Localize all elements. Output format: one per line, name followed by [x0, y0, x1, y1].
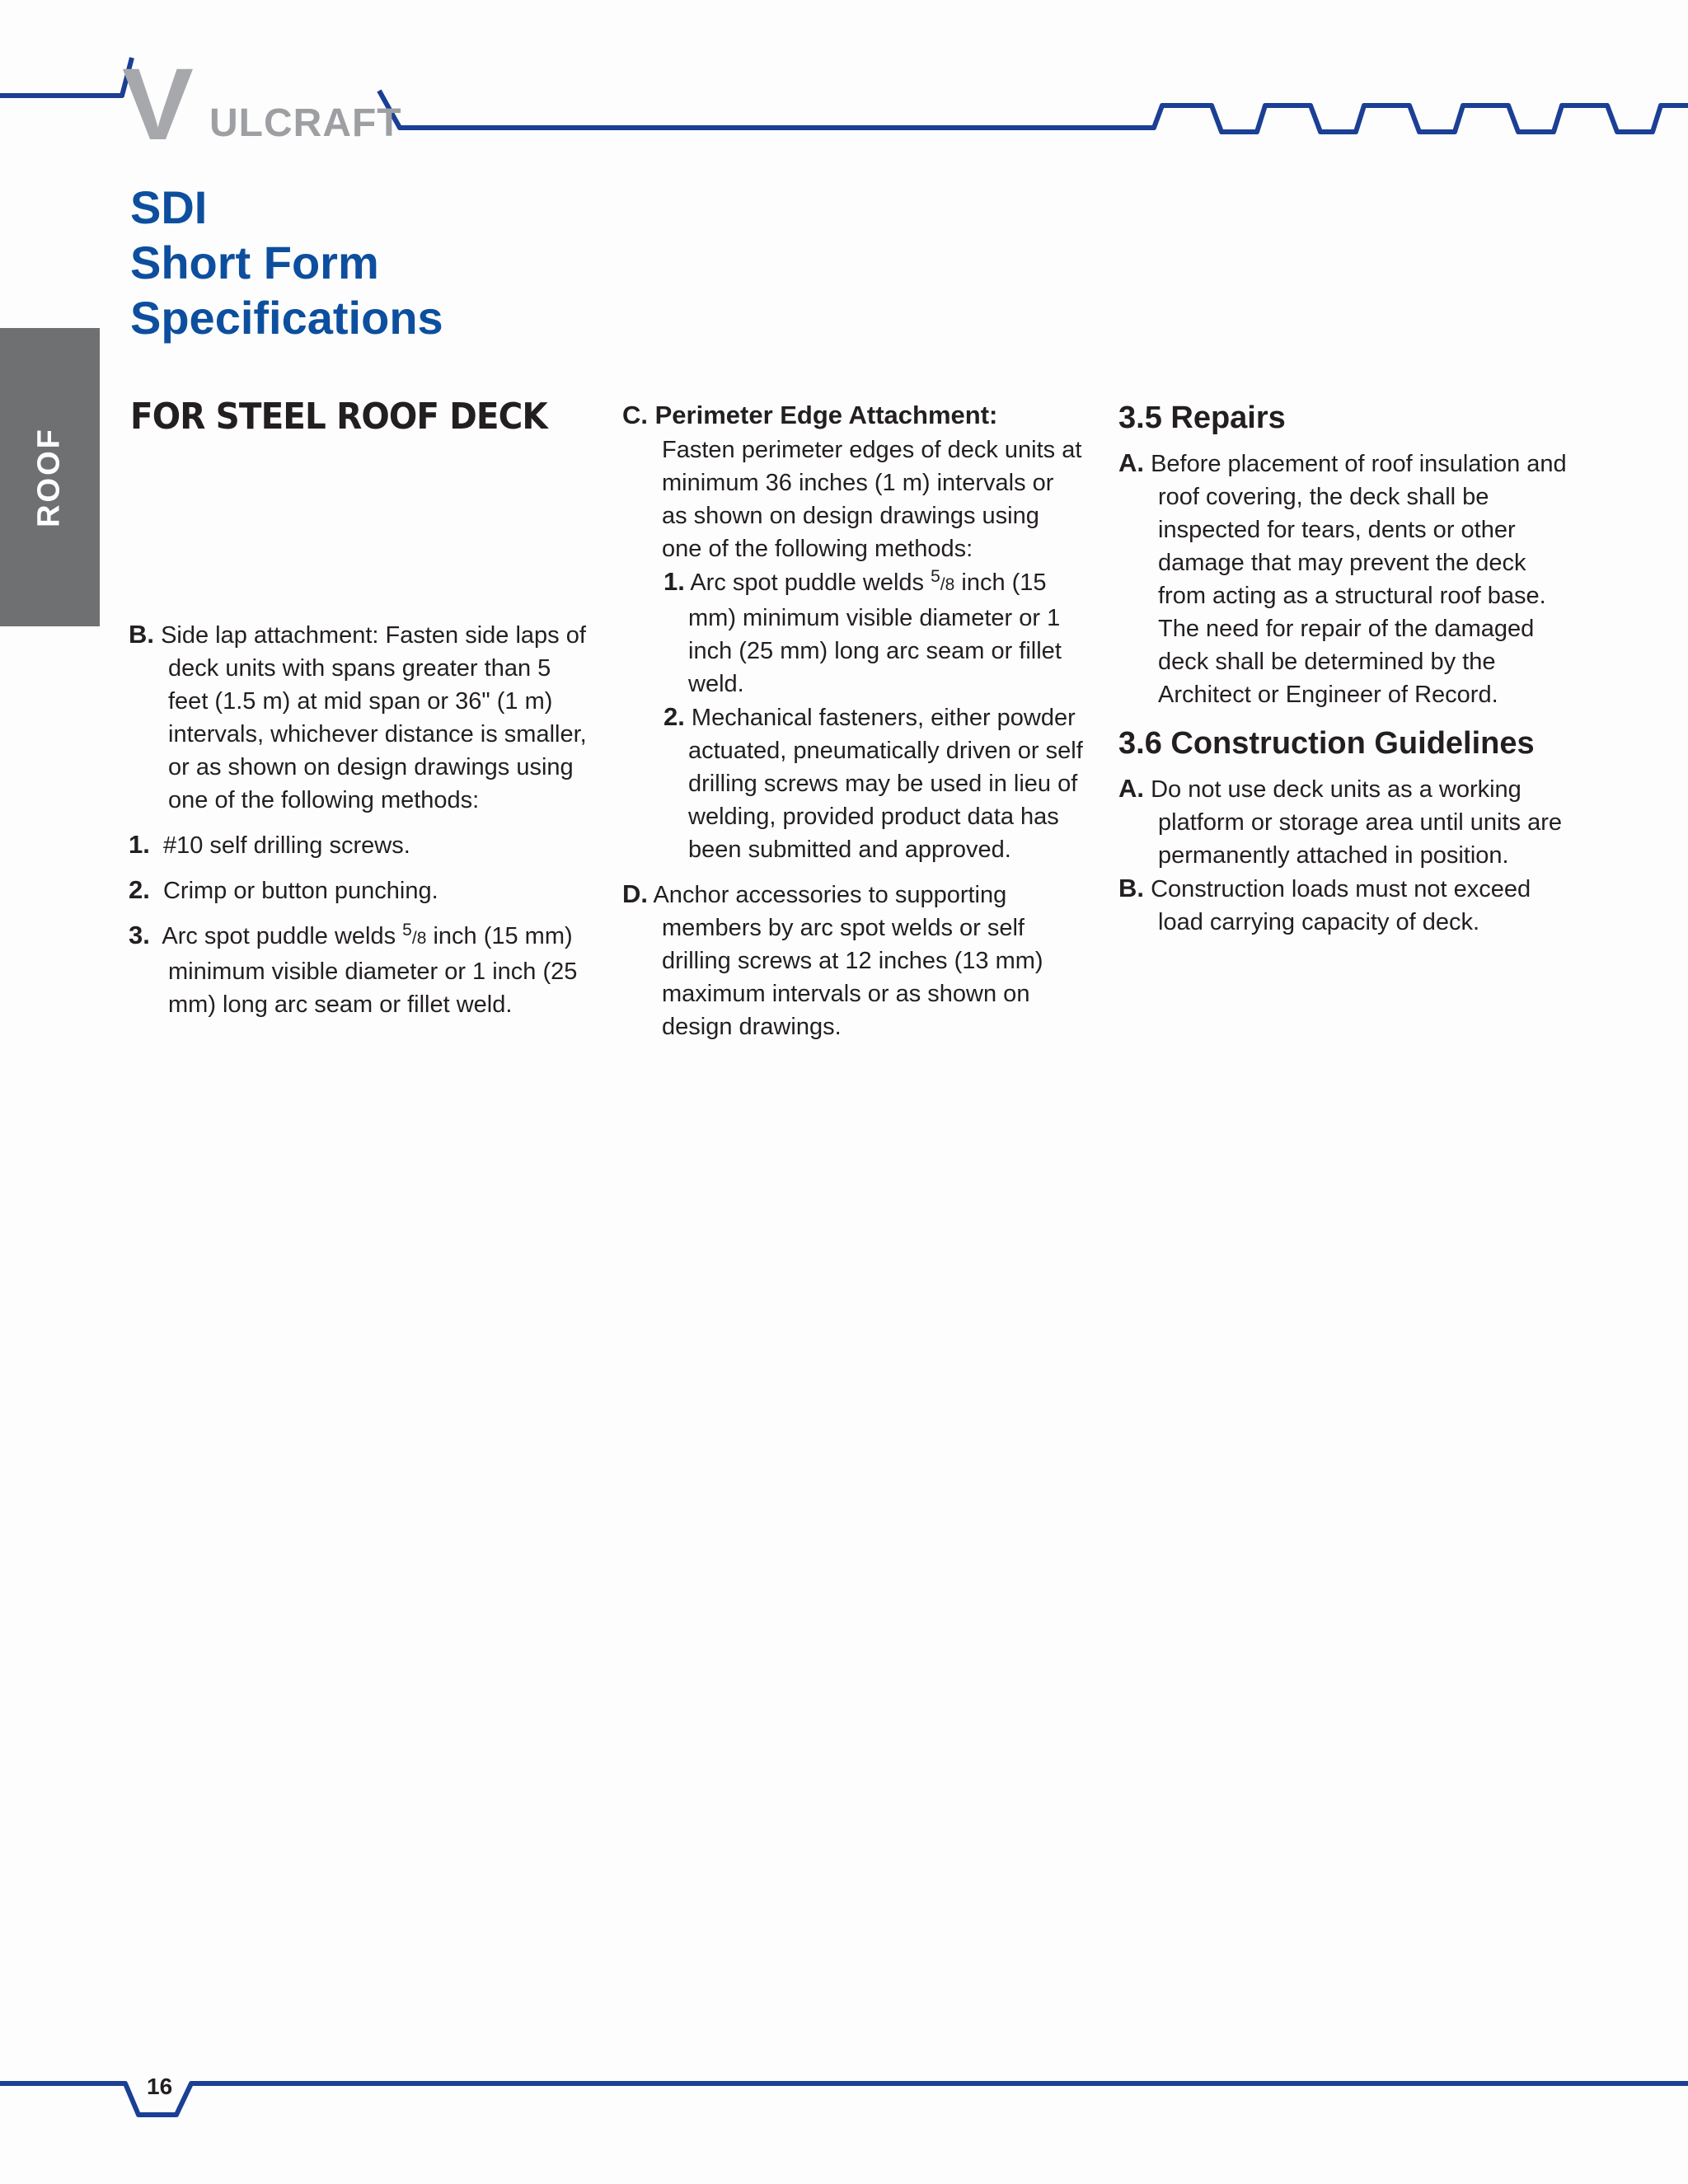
c-item-1-pre: Arc spot puddle welds	[690, 569, 925, 596]
title-line-3: Specifications	[130, 292, 443, 344]
c-item-1-frac-num: 5	[931, 567, 940, 586]
c-item-2-text: Mechanical fasteners, either powder actuated, pneumatically driven or self drilling screws may be used in lieu of welding, provided product data has been submitted and approved.	[688, 705, 1083, 863]
item-1-number: 1.	[129, 830, 150, 859]
deck-heading: FOR STEEL ROOF DECK	[130, 396, 547, 438]
column-2	[622, 397, 1084, 1043]
clause-c-item-2	[622, 701, 1084, 866]
column-1	[129, 618, 590, 1021]
construction-b-letter: B.	[1118, 874, 1144, 902]
construction-a-letter: A.	[1118, 774, 1144, 803]
item-3-fraction: 5/8	[402, 921, 427, 948]
item-3-post: inch (15 mm) minimum visible diameter or 1 inch (25 mm) long arc seam or fillet weld.	[168, 923, 578, 1018]
item-1-text: #10 self drilling screws.	[162, 832, 410, 859]
clause-b-letter: B.	[129, 620, 154, 649]
c-item-1-fraction: 5/8	[931, 567, 955, 594]
clause-b	[129, 618, 590, 817]
page-title	[130, 180, 443, 345]
logo-text: ULCRAFT	[209, 101, 402, 145]
item-3-frac-den: 8	[416, 929, 427, 948]
logo-initial: V	[122, 48, 194, 162]
c-item-2-number: 2.	[663, 702, 685, 731]
clause-b-item-3	[129, 919, 590, 1021]
item-2-number: 2.	[129, 875, 150, 904]
footer-rule	[0, 2083, 1688, 2115]
item-3-frac-num: 5	[402, 921, 412, 940]
clause-b-text: Side lap attachment: Fasten side laps of deck units with spans greater than 5 feet (1.5 m) at mid span or 36" (1 m) intervals, whichever distance is smaller, or as shown on design drawings using one of the following methods:	[161, 622, 587, 813]
construction-clause-b	[1118, 872, 1580, 939]
construction-heading: 3.6 Construction Guidelines	[1118, 726, 1535, 761]
clause-d	[622, 878, 1084, 1043]
clause-c-text: Fasten perimeter edges of deck units at minimum 36 inches (1 m) intervals or as shown on design drawings using one of the following methods:	[662, 437, 1082, 562]
construction-a-text: Do not use deck units as a working platform or storage area until units are permanently attached in position.	[1151, 776, 1563, 869]
item-3-number: 3.	[129, 921, 150, 949]
vulcraft-logo	[122, 48, 402, 162]
clause-d-letter: D.	[622, 879, 648, 908]
clause-c-heading: C. Perimeter Edge Attachment:	[622, 401, 998, 429]
clause-d-text: Anchor accessories to supporting members by arc spot welds or self drilling screws at 12 inches (13 mm) maximum intervals or as shown on design drawings.	[653, 882, 1043, 1040]
c-item-1-frac-den: 8	[945, 575, 955, 594]
construction-clause-a	[1118, 772, 1580, 872]
construction-b-text: Construction loads must not exceed load carrying capacity of deck.	[1151, 876, 1531, 935]
title-line-2: Short Form	[130, 237, 379, 288]
clause-c-item-1	[622, 565, 1084, 701]
column-3	[1118, 397, 1580, 939]
repairs-a-text: Before placement of roof insulation and roof covering, the deck shall be inspected for tears, dents or other damage that may prevent the deck from acting as a structural roof base. The need for repair of the damaged deck shall be determined by the Architect or Engineer of Record.	[1151, 451, 1567, 708]
title-line-1: SDI	[130, 181, 208, 233]
repairs-clause-a	[1118, 447, 1580, 711]
clause-b-item-2	[129, 874, 590, 907]
page-number: 16	[147, 2074, 173, 2099]
repairs-heading: 3.5 Repairs	[1118, 401, 1286, 435]
repairs-a-letter: A.	[1118, 448, 1144, 477]
section-side-tab	[0, 328, 100, 626]
side-tab-label: ROOF	[31, 427, 67, 527]
c-item-1-post: inch (15 mm) minimum visible diameter or 1 inch (25 mm) long arc seam or fillet weld.	[688, 569, 1062, 697]
clause-b-item-1	[129, 828, 590, 862]
item-3-pre: Arc spot puddle welds	[162, 923, 396, 949]
c-item-1-number: 1.	[663, 567, 685, 596]
item-2-text: Crimp or button punching.	[162, 878, 438, 904]
